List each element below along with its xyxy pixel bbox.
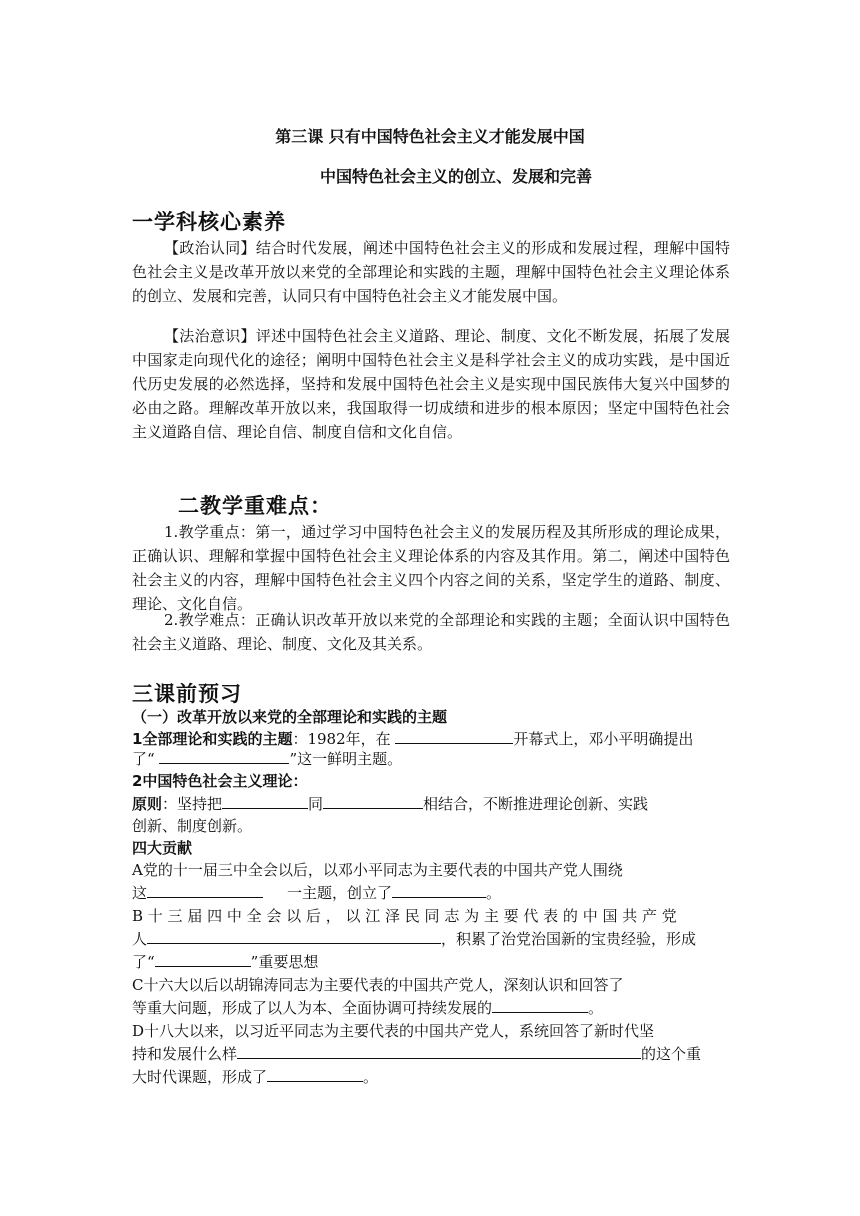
contributions-heading: 四大贡献	[132, 839, 193, 857]
d-text-2: 持和发展什么样	[132, 1045, 238, 1063]
blank-principle-1[interactable]	[222, 792, 308, 809]
item1-label: 1全部理论和实践的主题	[132, 730, 293, 748]
contribution-d-line1: D十八大以来，以习近平同志为主要代表的中国共产党人，系统回答了新时代坚	[132, 1022, 655, 1040]
political-tag: 【政治认同】	[164, 239, 256, 257]
lesson-title: 第三课 只有中国特色社会主义才能发展中国	[275, 127, 585, 146]
section2-key-points: 1.教学重点：第一，通过学习中国特色社会主义的发展历程及其所形成的理论成果，正确认识、理解和掌握中国特色社会主义理论体系的内容及其作用。第二，阐述中国特色社会主义的内容，理解中国特色社会主义四个内容之间的关系，坚定学生的道路、制度、理论、文化自信。	[132, 523, 730, 613]
item1-text-d: ”这一鲜明主题。	[289, 750, 403, 768]
principle-line1	[132, 792, 730, 816]
lesson-subtitle: 中国特色社会主义的创立、发展和完善	[320, 167, 593, 186]
b-text-2: 人	[132, 930, 148, 948]
section3-heading: 三课前预习	[132, 682, 242, 706]
political-text: 结合时代发展，阐述中国特色社会主义的形成和发展过程，理解中国特色社会主义是改革开放以来党的全部理论和实践的主题，理解中国特色社会主义理论体系的创立、发展和完善，认同只有中国特色社会主义才能发展中国。	[132, 239, 730, 305]
item1-text-b: 开幕式上，邓小平明确提出	[513, 730, 694, 748]
blank-meeting[interactable]	[395, 727, 513, 744]
item1-text-a: ：1982年，在	[292, 730, 391, 748]
c-text-2: 等重大问题，形成了以人为本、全面协调可持续发展的	[132, 999, 493, 1017]
item2-label: 2中国特色社会主义理论：	[132, 772, 308, 790]
item1-text-c: 了“	[132, 750, 155, 768]
blank-theme[interactable]	[159, 747, 289, 764]
principle-text-c: 相结合，不断推进理论创新、实践	[423, 795, 649, 813]
section1-paragraph-law	[132, 324, 730, 444]
c-text-3: 。	[588, 999, 604, 1017]
b-text-3: ，积累了治党治国新的宝贵经验，形成	[441, 930, 697, 948]
contribution-d-line3	[132, 1065, 730, 1089]
principle-text-a: ：坚持把	[162, 795, 223, 813]
contribution-d-line2	[132, 1042, 730, 1066]
contribution-a-line1: A党的十一届三中全会以后，以邓小平同志为主要代表的中国共产党人围绕	[132, 861, 623, 879]
subsection-heading: （一）改革开放以来党的全部理论和实践的主题	[132, 708, 448, 726]
contribution-b-line2	[132, 927, 730, 951]
law-tag: 【法治意识】	[164, 327, 256, 345]
contribution-c-line2	[132, 996, 730, 1020]
b-text-4: 了“	[132, 953, 155, 971]
principle-line2: 创新、制度创新。	[132, 817, 253, 835]
section2-difficult-points: 2.教学难点：正确认识改革开放以来党的全部理论和实践的主题；全面认识中国特色社会主义道路、理论、制度、文化及其关系。	[132, 611, 730, 653]
item1-line2	[132, 747, 730, 771]
blank-d-2[interactable]	[267, 1065, 363, 1082]
section1-paragraph-political	[132, 236, 730, 308]
b-text-5: ”重要思想	[250, 953, 319, 971]
a-text-3: 一主题，创立了	[287, 884, 393, 902]
principle-text-b: 同	[308, 795, 324, 813]
a-text-4: 。	[486, 884, 502, 902]
contribution-a-line2	[132, 881, 730, 905]
law-text: 评述中国特色社会主义道路、理论、制度、文化不断发展，拓展了发展中国家走向现代化的途径；阐明中国特色社会主义是科学社会主义的成功实践，是中国近代历史发展的必然选择，坚持和发展中国特色社会主义是实现中国民族伟大复兴中国梦的必由之路。理解改革开放以来，我国取得一切成绩和进步的根本原因；坚定中国特色社会主义道路自信、理论自信、制度自信和文化自信。	[132, 327, 730, 441]
d-text-5: 。	[363, 1068, 379, 1086]
blank-b-1[interactable]	[147, 927, 441, 944]
blank-c-1[interactable]	[492, 996, 588, 1013]
blank-principle-2[interactable]	[323, 792, 423, 809]
blank-b-2[interactable]	[155, 950, 251, 967]
contribution-b-line1: B 十 三 届 四 中 全 会 以 后 ， 以 江 泽 民 同 志 为 主 要 代 表 的 中 国 共 产 党	[132, 907, 677, 925]
section2-heading: 二教学重难点：	[178, 494, 332, 518]
d-text-3: 的这个重	[641, 1045, 702, 1063]
contribution-b-line3	[132, 950, 730, 974]
blank-a-1[interactable]	[147, 881, 263, 898]
d-text-4: 大时代课题，形成了	[132, 1068, 268, 1086]
blank-a-2[interactable]	[392, 881, 486, 898]
blank-d-1[interactable]	[237, 1042, 641, 1059]
section1-heading: 一学科核心素养	[132, 210, 286, 234]
principle-label: 原则	[132, 795, 163, 813]
a-text-2: 这	[132, 884, 148, 902]
contribution-c-line1: C十六大以后以胡锦涛同志为主要代表的中国共产党人，深刻认识和回答了	[132, 976, 624, 994]
